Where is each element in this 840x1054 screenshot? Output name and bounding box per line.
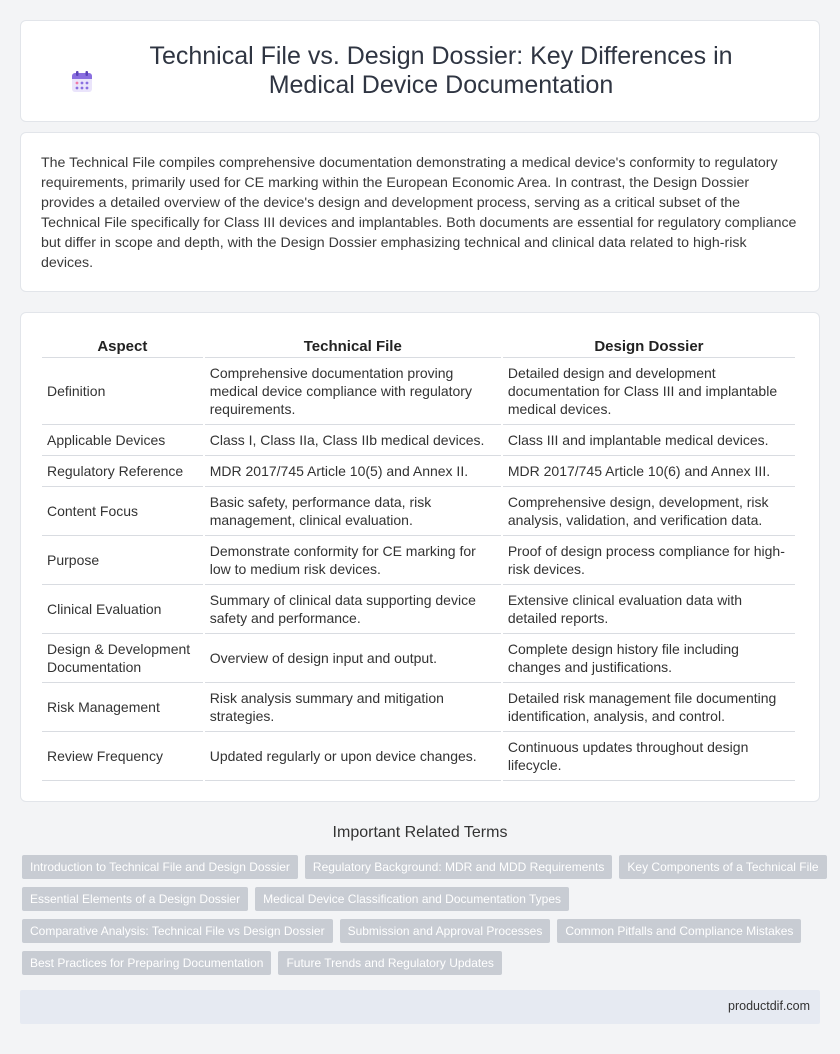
- row-design-dossier: Complete design history file including changes and justifications.: [503, 634, 795, 683]
- row-design-dossier: Extensive clinical evaluation data with detailed reports.: [503, 585, 795, 634]
- row-aspect: Applicable Devices: [42, 425, 203, 456]
- table-row: [42, 585, 795, 634]
- row-design-dossier: Comprehensive design, development, risk analysis, validation, and verification data.: [503, 487, 795, 536]
- row-aspect: Content Focus: [42, 487, 203, 536]
- row-technical-file: Demonstrate conformity for CE marking for low to medium risk devices.: [205, 536, 501, 585]
- row-design-dossier: Detailed design and development documentation for Class III and implantable medical devices.: [503, 358, 795, 425]
- related-term-tag[interactable]: Common Pitfalls and Compliance Mistakes: [557, 919, 801, 943]
- row-technical-file: MDR 2017/745 Article 10(5) and Annex II.: [205, 456, 501, 487]
- row-design-dossier: Detailed risk management file documenting identification, analysis, and control.: [503, 683, 795, 732]
- row-design-dossier: MDR 2017/745 Article 10(6) and Annex III.: [503, 456, 795, 487]
- title-wrap: [70, 42, 770, 100]
- row-design-dossier: Proof of design process compliance for high-risk devices.: [503, 536, 795, 585]
- related-term-tag[interactable]: Key Components of a Technical File: [619, 855, 826, 879]
- related-terms-heading: Important Related Terms: [332, 824, 508, 841]
- related-term-tag[interactable]: Submission and Approval Processes: [340, 919, 551, 943]
- row-technical-file: Summary of clinical data supporting device safety and performance.: [205, 585, 501, 634]
- intro-paragraph: The Technical File compiles comprehensive documentation demonstrating a medical device's conformity to regulatory requirements, primarily used for CE marking within the European Economic Area. In contrast, the Design Dossier provides a detailed overview of the device's design and development process, serving as a critical subset of the Technical File specifically for Class III devices and implantables. Both documents are essential for regulatory compliance but differ in scope and depth, with the Design Dossier emphasizing technical and clinical data related to high-risk devices.: [41, 155, 797, 271]
- row-aspect: Review Frequency: [42, 732, 203, 781]
- row-aspect: Regulatory Reference: [42, 456, 203, 487]
- table-row: [42, 634, 795, 683]
- table-row: [42, 536, 795, 585]
- table-row: [42, 425, 795, 456]
- column-header-technical-file: Technical File: [205, 333, 501, 358]
- row-aspect: Design & Development Documentation: [42, 634, 203, 683]
- tag-row: [22, 855, 822, 879]
- related-term-tag[interactable]: Introduction to Technical File and Design Dossier: [22, 855, 298, 879]
- table-row: [42, 732, 795, 781]
- related-terms-tags: [22, 855, 822, 983]
- table-row: [42, 683, 795, 732]
- row-technical-file: Class I, Class IIa, Class IIb medical devices.: [205, 425, 501, 456]
- related-term-tag[interactable]: Best Practices for Preparing Documentation: [22, 951, 271, 975]
- row-aspect: Clinical Evaluation: [42, 585, 203, 634]
- related-term-tag[interactable]: Regulatory Background: MDR and MDD Requirements: [305, 855, 612, 879]
- row-design-dossier: Class III and implantable medical devices.: [503, 425, 795, 456]
- intro-card: [20, 132, 820, 292]
- table-row: [42, 456, 795, 487]
- row-technical-file: Overview of design input and output.: [205, 634, 501, 683]
- table-header-row: [42, 333, 795, 358]
- row-aspect: Definition: [42, 358, 203, 425]
- tag-row: [22, 951, 822, 975]
- related-term-tag[interactable]: Essential Elements of a Design Dossier: [22, 887, 248, 911]
- calendar-icon: [70, 70, 94, 94]
- row-aspect: Risk Management: [42, 683, 203, 732]
- footer-site-link[interactable]: productdif.com: [728, 999, 810, 1013]
- row-aspect: Purpose: [42, 536, 203, 585]
- row-technical-file: Comprehensive documentation proving medical device compliance with regulatory requirements.: [205, 358, 501, 425]
- row-technical-file: Updated regularly or upon device changes.: [205, 732, 501, 781]
- related-term-tag[interactable]: Medical Device Classification and Documentation Types: [255, 887, 569, 911]
- related-term-tag[interactable]: Comparative Analysis: Technical File vs Design Dossier: [22, 919, 333, 943]
- page-title: Technical File vs. Design Dossier: Key Differences in Medical Device Documentation: [149, 42, 733, 99]
- table-row: [42, 358, 795, 425]
- row-design-dossier: Continuous updates throughout design lifecycle.: [503, 732, 795, 781]
- comparison-table: [40, 333, 797, 781]
- footer-bar: [20, 990, 820, 1024]
- related-term-tag[interactable]: Future Trends and Regulatory Updates: [278, 951, 501, 975]
- row-technical-file: Basic safety, performance data, risk management, clinical evaluation.: [205, 487, 501, 536]
- column-header-design-dossier: Design Dossier: [503, 333, 795, 358]
- tag-row: [22, 887, 822, 911]
- comparison-table-card: [20, 312, 820, 802]
- column-header-aspect: Aspect: [42, 333, 203, 358]
- table-row: [42, 487, 795, 536]
- tag-row: [22, 919, 822, 943]
- row-technical-file: Risk analysis summary and mitigation strategies.: [205, 683, 501, 732]
- header-card: [20, 20, 820, 122]
